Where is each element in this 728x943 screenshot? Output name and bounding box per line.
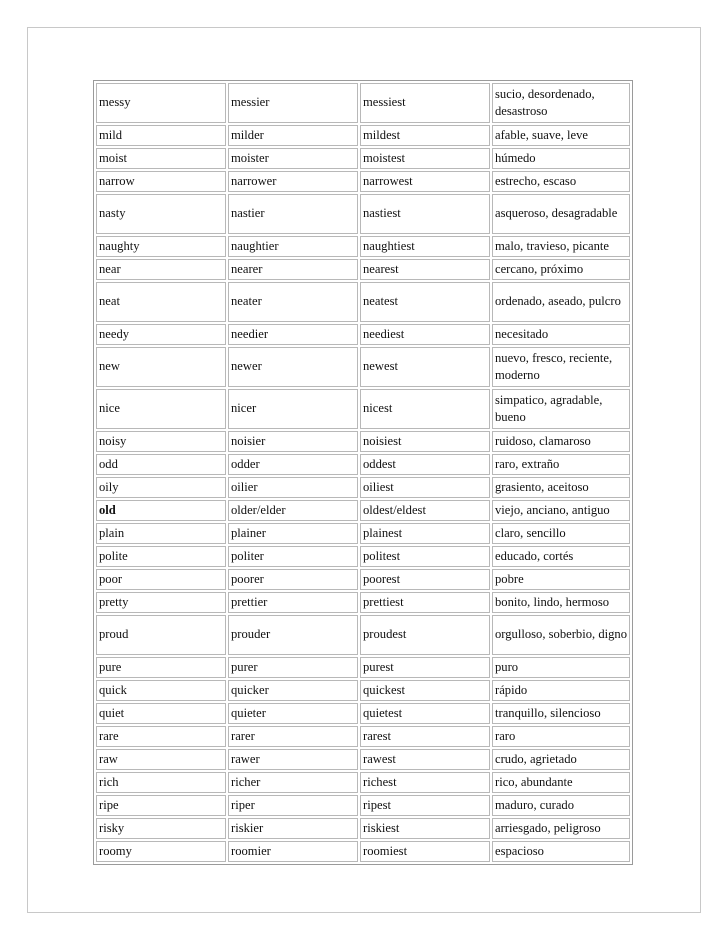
table-row bbox=[96, 795, 630, 816]
spanish-translation-cell: viejo, anciano, antiguo bbox=[492, 500, 630, 521]
adjective-cell: needy bbox=[96, 324, 226, 345]
table-row bbox=[96, 680, 630, 701]
superlative-cell: oldest/eldest bbox=[360, 500, 490, 521]
table-row bbox=[96, 148, 630, 169]
adjective-cell: narrow bbox=[96, 171, 226, 192]
comparative-cell: quieter bbox=[228, 703, 358, 724]
adjective-table-body bbox=[96, 83, 630, 862]
superlative-cell: narrowest bbox=[360, 171, 490, 192]
adjective-cell: nasty bbox=[96, 194, 226, 234]
comparative-cell: nearer bbox=[228, 259, 358, 280]
comparative-cell: narrower bbox=[228, 171, 358, 192]
table-row bbox=[96, 259, 630, 280]
spanish-translation-cell: estrecho, escaso bbox=[492, 171, 630, 192]
adjective-cell: plain bbox=[96, 523, 226, 544]
comparative-cell: nastier bbox=[228, 194, 358, 234]
comparative-cell: oilier bbox=[228, 477, 358, 498]
superlative-cell: nearest bbox=[360, 259, 490, 280]
adjective-table bbox=[93, 80, 633, 865]
superlative-cell: richest bbox=[360, 772, 490, 793]
comparative-cell: prouder bbox=[228, 615, 358, 655]
table-row bbox=[96, 236, 630, 257]
table-row bbox=[96, 347, 630, 387]
spanish-translation-cell: simpatico, agradable, bueno bbox=[492, 389, 630, 429]
adjective-cell: pure bbox=[96, 657, 226, 678]
adjective-cell: polite bbox=[96, 546, 226, 567]
comparative-cell: rarer bbox=[228, 726, 358, 747]
table-row bbox=[96, 523, 630, 544]
comparative-cell: messier bbox=[228, 83, 358, 123]
comparative-cell: older/elder bbox=[228, 500, 358, 521]
adjective-cell: mild bbox=[96, 125, 226, 146]
comparative-cell: richer bbox=[228, 772, 358, 793]
spanish-translation-cell: asqueroso, desagradable bbox=[492, 194, 630, 234]
superlative-cell: roomiest bbox=[360, 841, 490, 862]
superlative-cell: politest bbox=[360, 546, 490, 567]
comparative-cell: riskier bbox=[228, 818, 358, 839]
comparative-cell: politer bbox=[228, 546, 358, 567]
table-row bbox=[96, 726, 630, 747]
comparative-cell: nicer bbox=[228, 389, 358, 429]
superlative-cell: nicest bbox=[360, 389, 490, 429]
table-row bbox=[96, 282, 630, 322]
adjective-cell: noisy bbox=[96, 431, 226, 452]
comparative-cell: odder bbox=[228, 454, 358, 475]
comparative-cell: needier bbox=[228, 324, 358, 345]
spanish-translation-cell: raro, extraño bbox=[492, 454, 630, 475]
adjective-cell: rich bbox=[96, 772, 226, 793]
spanish-translation-cell: ruidoso, clamaroso bbox=[492, 431, 630, 452]
spanish-translation-cell: ordenado, aseado, pulcro bbox=[492, 282, 630, 322]
table-row bbox=[96, 477, 630, 498]
comparative-cell: roomier bbox=[228, 841, 358, 862]
spanish-translation-cell: tranquillo, silencioso bbox=[492, 703, 630, 724]
superlative-cell: ripest bbox=[360, 795, 490, 816]
table-row bbox=[96, 83, 630, 123]
adjective-cell: odd bbox=[96, 454, 226, 475]
superlative-cell: proudest bbox=[360, 615, 490, 655]
superlative-cell: moistest bbox=[360, 148, 490, 169]
table-row bbox=[96, 194, 630, 234]
table-row bbox=[96, 703, 630, 724]
spanish-translation-cell: nuevo, fresco, reciente, moderno bbox=[492, 347, 630, 387]
spanish-translation-cell: crudo, agrietado bbox=[492, 749, 630, 770]
superlative-cell: nastiest bbox=[360, 194, 490, 234]
spanish-translation-cell: rico, abundante bbox=[492, 772, 630, 793]
comparative-cell: quicker bbox=[228, 680, 358, 701]
adjective-cell: moist bbox=[96, 148, 226, 169]
comparative-cell: plainer bbox=[228, 523, 358, 544]
spanish-translation-cell: maduro, curado bbox=[492, 795, 630, 816]
superlative-cell: poorest bbox=[360, 569, 490, 590]
adjective-cell: pretty bbox=[96, 592, 226, 613]
adjective-cell: risky bbox=[96, 818, 226, 839]
adjective-cell: proud bbox=[96, 615, 226, 655]
adjective-cell: ripe bbox=[96, 795, 226, 816]
adjective-cell: poor bbox=[96, 569, 226, 590]
table-row bbox=[96, 615, 630, 655]
superlative-cell: purest bbox=[360, 657, 490, 678]
adjective-cell: nice bbox=[96, 389, 226, 429]
superlative-cell: quickest bbox=[360, 680, 490, 701]
adjective-cell: oily bbox=[96, 477, 226, 498]
superlative-cell: naughtiest bbox=[360, 236, 490, 257]
spanish-translation-cell: afable, suave, leve bbox=[492, 125, 630, 146]
comparative-cell: poorer bbox=[228, 569, 358, 590]
table-row bbox=[96, 171, 630, 192]
spanish-translation-cell: raro bbox=[492, 726, 630, 747]
table-row bbox=[96, 546, 630, 567]
adjective-cell: rare bbox=[96, 726, 226, 747]
comparative-cell: rawer bbox=[228, 749, 358, 770]
adjective-cell: quiet bbox=[96, 703, 226, 724]
spanish-translation-cell: arriesgado, peligroso bbox=[492, 818, 630, 839]
superlative-cell: messiest bbox=[360, 83, 490, 123]
adjective-cell: messy bbox=[96, 83, 226, 123]
adjective-cell: roomy bbox=[96, 841, 226, 862]
superlative-cell: oddest bbox=[360, 454, 490, 475]
adjective-cell: raw bbox=[96, 749, 226, 770]
comparative-cell: neater bbox=[228, 282, 358, 322]
superlative-cell: prettiest bbox=[360, 592, 490, 613]
superlative-cell: plainest bbox=[360, 523, 490, 544]
superlative-cell: rawest bbox=[360, 749, 490, 770]
table-row bbox=[96, 841, 630, 862]
comparative-cell: riper bbox=[228, 795, 358, 816]
comparative-cell: prettier bbox=[228, 592, 358, 613]
table-row bbox=[96, 500, 630, 521]
spanish-translation-cell: húmedo bbox=[492, 148, 630, 169]
superlative-cell: noisiest bbox=[360, 431, 490, 452]
table-row bbox=[96, 772, 630, 793]
spanish-translation-cell: malo, travieso, picante bbox=[492, 236, 630, 257]
table-row bbox=[96, 324, 630, 345]
spanish-translation-cell: necesitado bbox=[492, 324, 630, 345]
table-row bbox=[96, 657, 630, 678]
superlative-cell: quietest bbox=[360, 703, 490, 724]
superlative-cell: rarest bbox=[360, 726, 490, 747]
spanish-translation-cell: pobre bbox=[492, 569, 630, 590]
superlative-cell: neatest bbox=[360, 282, 490, 322]
table-row bbox=[96, 818, 630, 839]
superlative-cell: mildest bbox=[360, 125, 490, 146]
comparative-cell: noisier bbox=[228, 431, 358, 452]
superlative-cell: neediest bbox=[360, 324, 490, 345]
table-row bbox=[96, 431, 630, 452]
table-row bbox=[96, 569, 630, 590]
comparative-cell: moister bbox=[228, 148, 358, 169]
table-row bbox=[96, 454, 630, 475]
spanish-translation-cell: bonito, lindo, hermoso bbox=[492, 592, 630, 613]
comparative-cell: naughtier bbox=[228, 236, 358, 257]
table-row bbox=[96, 389, 630, 429]
superlative-cell: riskiest bbox=[360, 818, 490, 839]
spanish-translation-cell: rápido bbox=[492, 680, 630, 701]
superlative-cell: oiliest bbox=[360, 477, 490, 498]
comparative-cell: purer bbox=[228, 657, 358, 678]
superlative-cell: newest bbox=[360, 347, 490, 387]
adjective-cell: old bbox=[96, 500, 226, 521]
spanish-translation-cell: sucio, desordenado, desastroso bbox=[492, 83, 630, 123]
table-row bbox=[96, 125, 630, 146]
adjective-cell: naughty bbox=[96, 236, 226, 257]
adjective-cell: quick bbox=[96, 680, 226, 701]
adjective-cell: near bbox=[96, 259, 226, 280]
spanish-translation-cell: grasiento, aceitoso bbox=[492, 477, 630, 498]
adjective-cell: new bbox=[96, 347, 226, 387]
table-row bbox=[96, 749, 630, 770]
comparative-cell: milder bbox=[228, 125, 358, 146]
comparative-cell: newer bbox=[228, 347, 358, 387]
spanish-translation-cell: educado, cortés bbox=[492, 546, 630, 567]
spanish-translation-cell: orgulloso, soberbio, digno bbox=[492, 615, 630, 655]
spanish-translation-cell: claro, sencillo bbox=[492, 523, 630, 544]
spanish-translation-cell: puro bbox=[492, 657, 630, 678]
table-row bbox=[96, 592, 630, 613]
adjective-cell: neat bbox=[96, 282, 226, 322]
spanish-translation-cell: espacioso bbox=[492, 841, 630, 862]
spanish-translation-cell: cercano, próximo bbox=[492, 259, 630, 280]
